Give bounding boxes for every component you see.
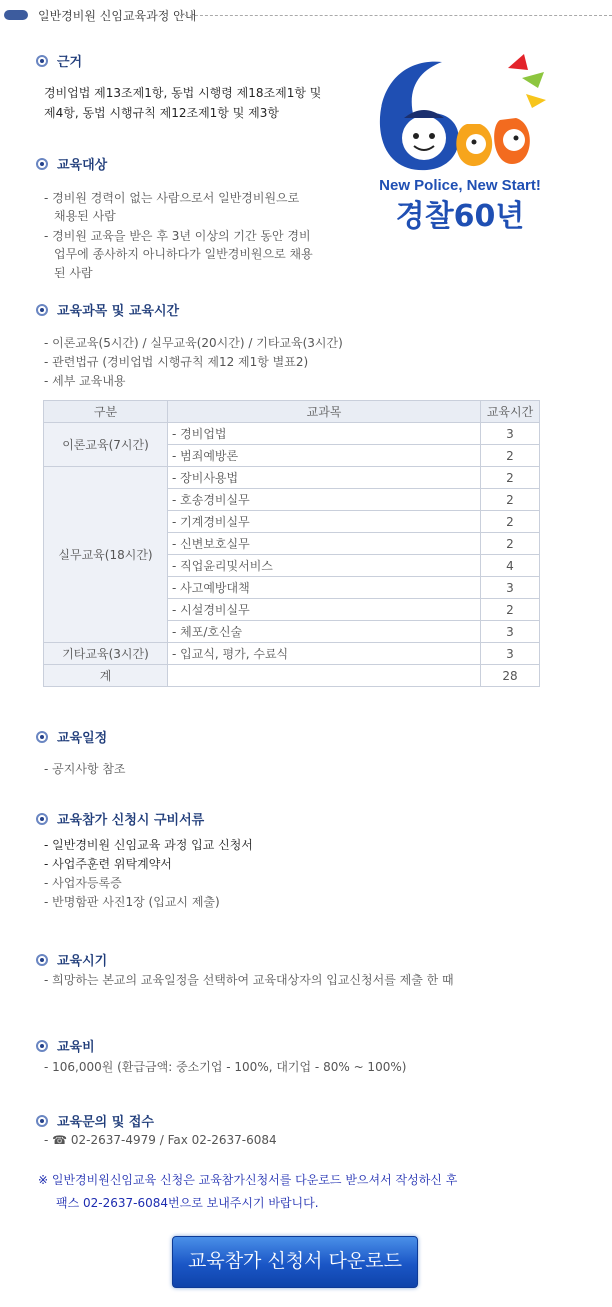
curriculum-line-2: - 관련법규 (경비업법 시행규칙 제12 제1항 별표2) (44, 355, 309, 369)
curriculum-table (43, 400, 540, 687)
bullet-icon (36, 813, 48, 825)
table-hours-cell: 4 (481, 555, 540, 577)
table-subject-cell: - 경비업법 (168, 423, 481, 445)
bullet-icon (36, 731, 48, 743)
target-line-4: 업무에 종사하지 아니하다가 일반경비원으로 채용 (54, 247, 313, 261)
table-subject-cell: - 체포/호신술 (168, 621, 481, 643)
table-subject-cell: - 호송경비실무 (168, 489, 481, 511)
fee-line-1: - 106,000원 (환급금액: 중소기업 - 100%, 대기업 - 80% ~ 100%) (44, 1060, 407, 1074)
section-schedule-title: 교육일정 (36, 727, 107, 746)
bullet-icon (36, 55, 48, 67)
table-header-cell: 구분 (44, 401, 168, 423)
documents-line-4: - 반명함판 사진1장 (입교시 제출) (44, 895, 220, 909)
curriculum-line-1: - 이론교육(5시간) / 실무교육(20시간) / 기타교육(3시간) (44, 336, 343, 350)
section-timing-title: 교육시기 (36, 950, 107, 969)
table-hours-cell: 2 (481, 533, 540, 555)
table-header-cell: 교과목 (168, 401, 481, 423)
table-subject-cell: - 시설경비실무 (168, 599, 481, 621)
table-total-value: 28 (481, 665, 540, 687)
documents-line-3: - 사업자등록증 (44, 876, 122, 890)
table-hours-cell: 3 (481, 577, 540, 599)
table-total-row (44, 665, 540, 687)
page-title: 일반경비원 신임교육과정 안내 (38, 9, 197, 23)
bullet-icon (36, 1115, 48, 1127)
notice-line-1: ※ 일반경비원신임교육 신청은 교육참가신청서를 다운로드 받으셔서 작성하신 후 (38, 1173, 458, 1187)
table-hours-cell: 3 (481, 621, 540, 643)
timing-line-1: - 희망하는 본교의 교육일정을 선택하여 교육대상자의 입교신청서를 제출 한 때 (44, 973, 454, 987)
target-line-5: 된 사람 (54, 266, 93, 280)
section-fee-title: 교육비 (36, 1036, 95, 1055)
schedule-line-1: - 공지사항 참조 (44, 762, 126, 776)
table-header-row (44, 401, 540, 423)
table-category-cell: 기타교육(3시간) (44, 643, 168, 665)
header-divider (180, 15, 612, 16)
table-hours-cell: 2 (481, 599, 540, 621)
table-total-empty (168, 665, 481, 687)
bullet-icon (36, 304, 48, 316)
logo-name: 경찰60년 (395, 199, 525, 234)
section-curriculum-title: 교육과목 및 교육시간 (36, 300, 179, 319)
documents-line-1: - 일반경비원 신임교육 과정 입교 신청서 (44, 838, 253, 852)
section-basis-title: 근거 (36, 51, 82, 70)
table-subject-cell: - 사고예방대책 (168, 577, 481, 599)
target-line-2: 채용된 사람 (54, 209, 116, 223)
table-subject-cell: - 기계경비실무 (168, 511, 481, 533)
table-category-cell: 실무교육(18시간) (44, 467, 168, 643)
table-hours-cell: 2 (481, 489, 540, 511)
table-subject-cell: - 직업윤리및서비스 (168, 555, 481, 577)
section-documents-title: 교육참가 신청시 구비서류 (36, 809, 204, 828)
police-60-logo (372, 48, 548, 234)
download-application-button[interactable]: 교육참가 신청서 다운로드 (172, 1236, 418, 1288)
bullet-icon (36, 954, 48, 966)
table-row (44, 467, 540, 489)
table-subject-cell: - 장비사용법 (168, 467, 481, 489)
table-header-cell: 교육시간 (481, 401, 540, 423)
documents-line-2: - 사업주훈련 위탁계약서 (44, 857, 172, 871)
table-subject-cell: - 신변보호실무 (168, 533, 481, 555)
table-hours-cell: 2 (481, 511, 540, 533)
notice-line-2: 팩스 02-2637-6084번으로 보내주시기 바랍니다. (56, 1196, 319, 1210)
page-header (0, 0, 612, 30)
table-hours-cell: 2 (481, 445, 540, 467)
table-hours-cell: 3 (481, 643, 540, 665)
target-line-1: - 경비원 경력이 없는 사람으로서 일반경비원으로 (44, 191, 300, 205)
target-line-3: - 경비원 교육을 받은 후 3년 이상의 기간 동안 경비 (44, 229, 311, 243)
table-hours-cell: 2 (481, 467, 540, 489)
logo-slogan: New Police, New Start! (379, 177, 541, 194)
table-row (44, 423, 540, 445)
curriculum-line-3: - 세부 교육내용 (44, 374, 126, 388)
basis-line-2: 제4항, 동법 시행규칙 제12조제1항 및 제3항 (44, 106, 279, 120)
table-row (44, 643, 540, 665)
header-pill-icon (4, 10, 28, 20)
bullet-icon (36, 158, 48, 170)
basis-line-1: 경비업법 제13조제1항, 동법 시행령 제18조제1항 및 (44, 86, 322, 100)
table-subject-cell: - 입교식, 평가, 수료식 (168, 643, 481, 665)
section-contact-title: 교육문의 및 접수 (36, 1111, 154, 1130)
table-total-label: 계 (44, 665, 168, 687)
table-subject-cell: - 범죄예방론 (168, 445, 481, 467)
contact-line-1: - ☎ 02-2637-4979 / Fax 02-2637-6084 (44, 1133, 277, 1147)
section-target-title: 교육대상 (36, 154, 107, 173)
bullet-icon (36, 1040, 48, 1052)
table-category-cell: 이론교육(7시간) (44, 423, 168, 467)
table-hours-cell: 3 (481, 423, 540, 445)
